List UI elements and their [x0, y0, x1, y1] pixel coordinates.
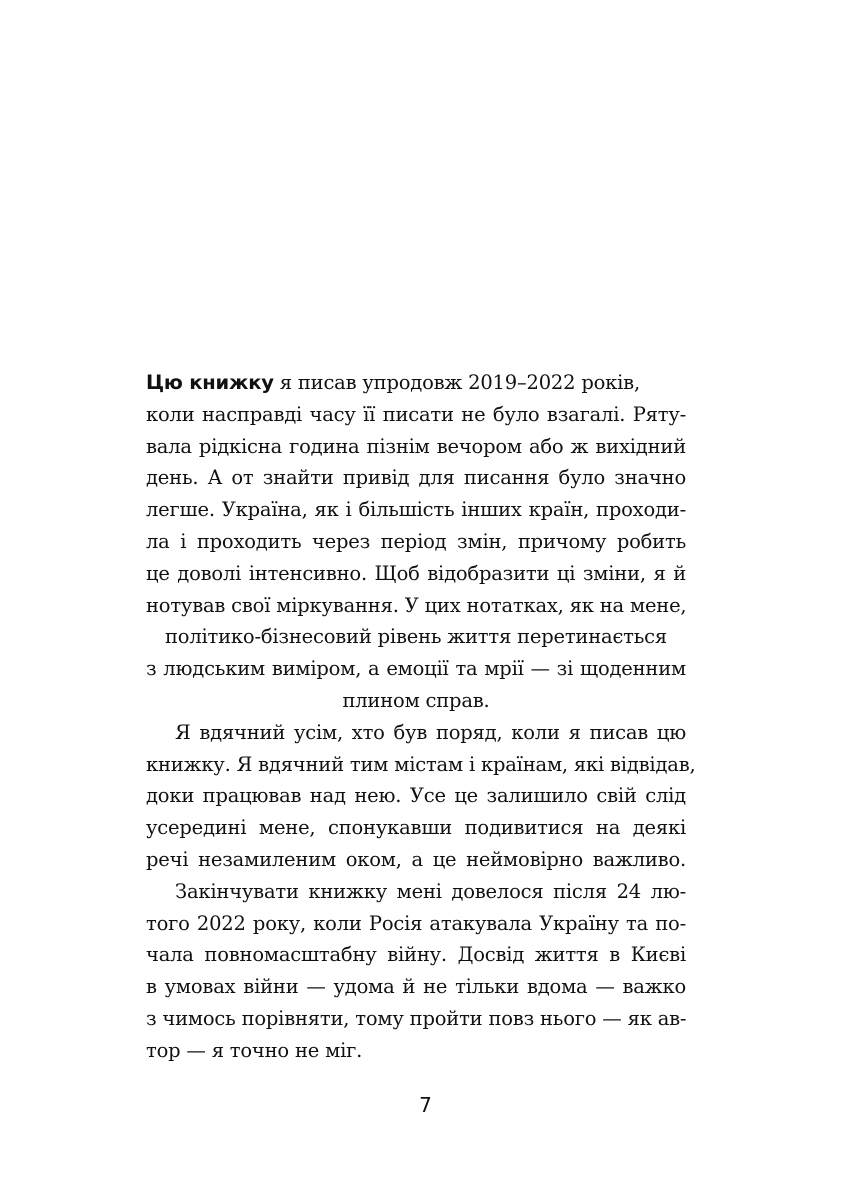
- text-line: вала рідкісна година пізнім вечором або ж вихідний: [146, 434, 686, 458]
- text-line: коли насправді часу її писати не було взагалі. Ряту-: [146, 402, 686, 426]
- text-line: легше. Україна, як і більшість інших країн, проходи-: [146, 498, 686, 522]
- text-line: [146, 367, 686, 399]
- lead-phrase: Цю книжку: [146, 371, 274, 394]
- text-line: книжку. Я вдячний тим містам і країнам, які відвідав,: [146, 752, 696, 776]
- text-line: ла і проходить через період змін, причому робить: [146, 529, 686, 553]
- text-line: Закінчувати книжку мені довелося після 24 лю-: [175, 879, 686, 903]
- paragraph-3: [146, 876, 686, 1067]
- text-line: день. А от знайти привід для писання було значно: [146, 466, 686, 490]
- text-line: того 2022 року, коли Росія атакувала Україну та по-: [146, 911, 686, 935]
- text-line: в умовах війни — удома й не тільки вдома — важко: [146, 975, 686, 999]
- text-line: доки працював над нею. Усе це залишило свій слід: [146, 784, 686, 808]
- paragraph-1: [146, 367, 686, 717]
- text-line-content: я писав упродовж 2019–2022 років,: [273, 371, 640, 394]
- paragraph-2: [146, 717, 696, 876]
- body-text: [146, 367, 696, 1067]
- text-line: з людським виміром, а емоції та мрії — зі щоденним: [146, 657, 686, 681]
- text-line: речі незамиленим оком, а це неймовірно важливо.: [146, 847, 686, 871]
- text-line: Я вдячний усім, хто був поряд, коли я писав цю: [175, 720, 686, 744]
- page-number: 7: [419, 1093, 432, 1117]
- text-line: тор — я точно не міг.: [146, 1038, 363, 1062]
- text-line: усередині мене, спонукавши подивитися на деякі: [146, 816, 686, 840]
- text-line: плином справ.: [342, 688, 490, 712]
- text-line: нотував свої міркування. У цих нотатках, як на мене,: [146, 593, 687, 617]
- text-line: політико-бізнесовий рівень життя перетинається: [164, 625, 668, 649]
- text-line: з чимось порівняти, тому пройти повз нього — як ав-: [146, 1006, 687, 1030]
- text-line: чала повномасштабну війну. Досвід життя в Києві: [146, 943, 686, 967]
- text-line: це доволі інтенсивно. Щоб відобразити ці зміни, я й: [146, 561, 686, 585]
